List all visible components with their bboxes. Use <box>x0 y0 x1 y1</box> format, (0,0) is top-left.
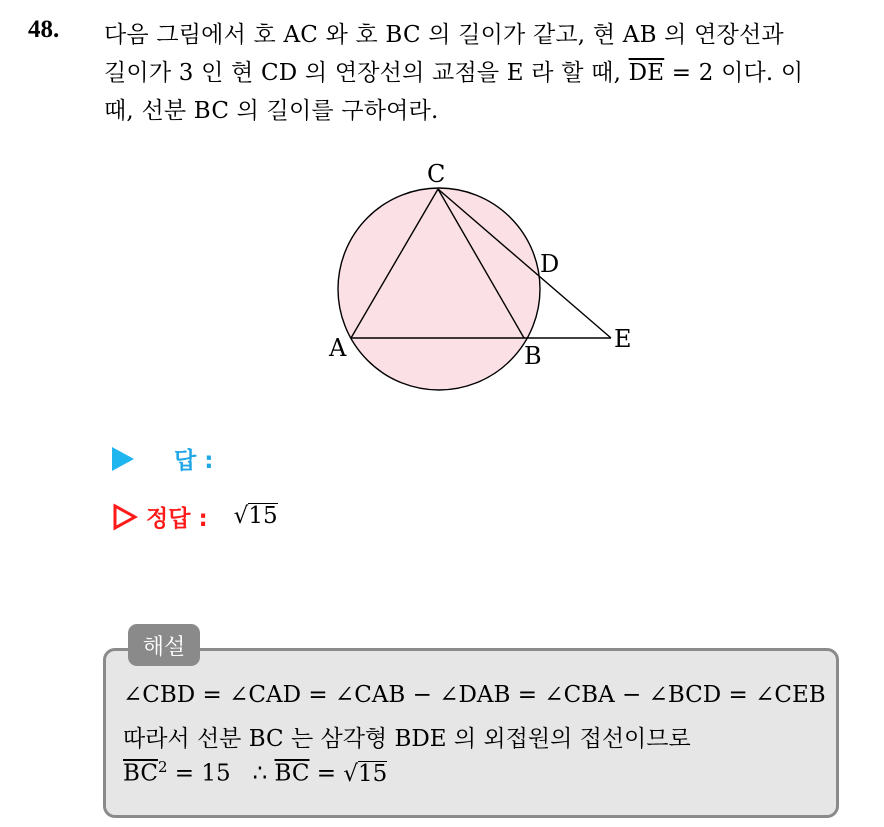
label-a: A <box>329 334 347 362</box>
segment-bc-overline-2: $\overline{BC}$ <box>274 760 310 787</box>
answer-label: 답 : <box>174 448 214 474</box>
label-b: B <box>524 342 542 370</box>
question-number: 48. <box>28 16 60 43</box>
explanation-line-1: ∠CBD = ∠CAD = ∠CAB − ∠DAB = ∠CBA − ∠BCD = ∠CEB <box>123 682 826 708</box>
sqrt-radicand: 15 <box>248 503 278 530</box>
explanation-tab: 해설 <box>128 624 200 666</box>
explanation-sqrt <box>343 761 387 787</box>
play-icon <box>112 447 134 471</box>
correct-answer-row <box>112 500 278 533</box>
play-outline-icon <box>112 503 138 531</box>
question-line-1: 다음 그림에서 호 AC 와 호 BC 의 길이가 같고, 현 AB 의 연장선과 <box>104 22 784 48</box>
question-line-2-text: 길이가 3 인 현 CD 의 연장선의 교점을 E 라 할 때, <box>104 60 629 86</box>
correct-answer-label: 정답 : <box>146 506 208 532</box>
explanation-eq: = 15 ∴ <box>167 760 275 787</box>
question-line-3: 때, 선분 BC 의 길이를 구하여라. <box>104 98 439 124</box>
label-c: C <box>427 160 446 188</box>
exponent: 2 <box>157 758 168 776</box>
explanation-eq-2: = <box>309 760 344 787</box>
answer-row <box>112 442 213 475</box>
question-line-2-tail: = 2 이다. 이 <box>664 60 804 86</box>
circumcircle <box>338 188 540 390</box>
correct-answer-value <box>234 503 278 529</box>
label-e: E <box>614 325 632 353</box>
segment-de-overline: $\overline{DE}$ <box>628 60 665 86</box>
label-d: D <box>540 250 560 278</box>
sqrt-sign: √ <box>233 503 249 530</box>
segment-bc-overline: $\overline{BC}$ <box>123 760 158 787</box>
explanation-line-3 <box>123 758 387 787</box>
sqrt-radicand-2: 15 <box>358 760 388 787</box>
explanation-line-2: 따라서 선분 BC 는 삼각형 BDE 의 외접원의 접선이므로 <box>123 726 691 752</box>
sqrt-sign-2: √ <box>343 760 359 787</box>
